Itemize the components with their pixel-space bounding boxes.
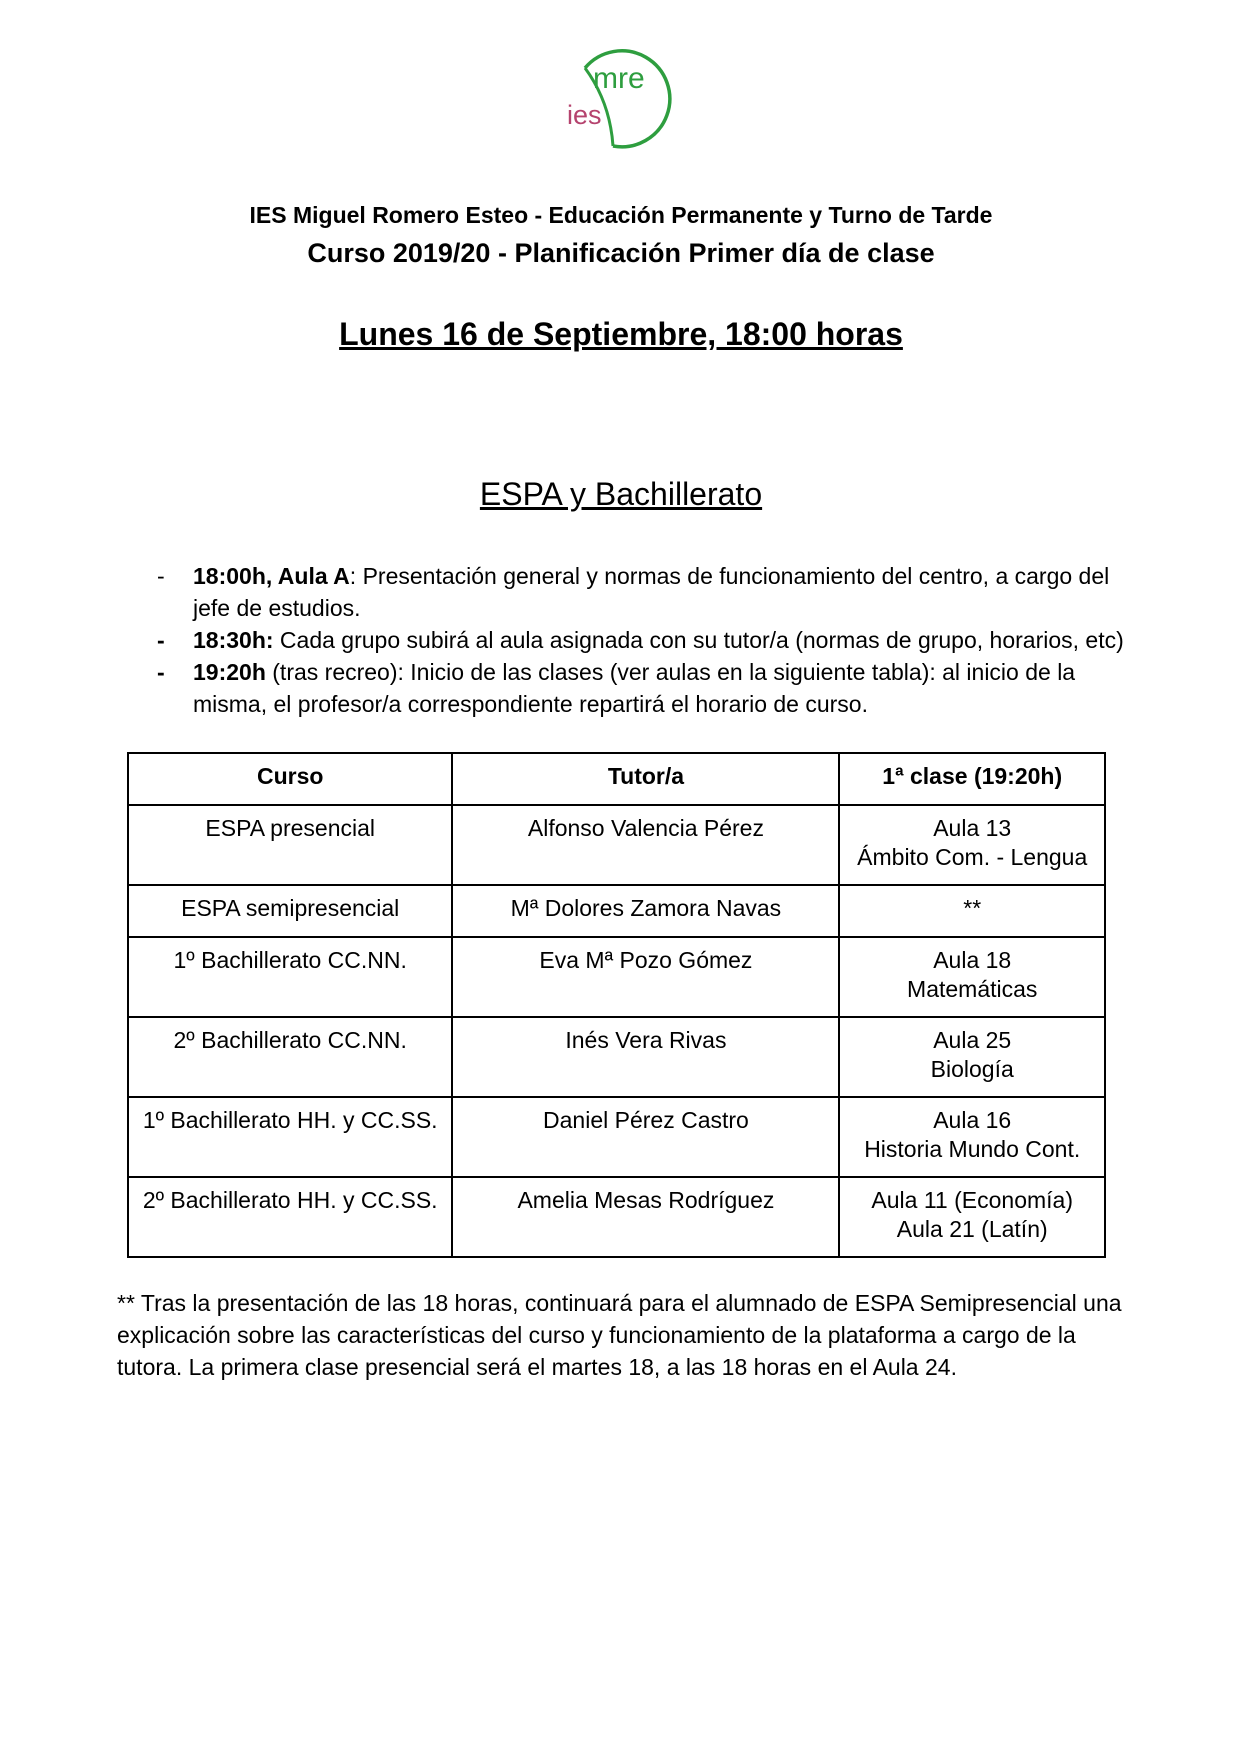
cell-clase-line1: ** [963, 895, 982, 921]
table-row [128, 1017, 1105, 1097]
column-header-curso: Curso [128, 753, 452, 805]
class-table [127, 752, 1106, 1258]
cell-tutor: Mª Dolores Zamora Navas [452, 885, 839, 937]
cell-tutor: Alfonso Valencia Pérez [452, 805, 839, 885]
cell-clase-line1: Aula 11 (Economía) [871, 1187, 1073, 1213]
table-header-row [128, 753, 1105, 805]
cell-clase [839, 885, 1105, 937]
cell-curso: 2º Bachillerato HH. y CC.SS. [128, 1177, 452, 1257]
bullet-text: : Presentación general y normas de funcionamiento del centro, a cargo del jefe de estudios. [193, 563, 1110, 621]
cell-clase-line1: Aula 25 [933, 1027, 1012, 1053]
table-row [128, 1097, 1105, 1177]
cell-curso: 1º Bachillerato CC.NN. [128, 937, 452, 1017]
cell-curso: ESPA presencial [128, 805, 452, 885]
footnote: ** Tras la presentación de las 18 horas, continuará para el alumnado de ESPA Semipresencial una explicación sobre las características del curso y funcionamiento de la plataforma a cargo de la tutora. La primera clase presencial será el martes 18, a las 18 horas en el Aula 24. [117, 1290, 1122, 1380]
table-row [128, 937, 1105, 1017]
cell-clase [839, 1177, 1105, 1257]
cell-curso: 1º Bachillerato HH. y CC.SS. [128, 1097, 452, 1177]
cell-clase-line2: Ámbito Com. - Lengua [857, 844, 1088, 870]
cell-curso: ESPA semipresencial [128, 885, 452, 937]
cell-clase-line1: Aula 18 [933, 947, 1012, 973]
cell-clase-line1: Aula 13 [933, 815, 1012, 841]
cell-clase [839, 1097, 1105, 1177]
bullet-text: Cada grupo subirá al aula asignada con su tutor/a (normas de grupo, horarios, etc) [273, 627, 1124, 653]
bullet-text: (tras recreo): Inicio de las clases (ver aulas en la siguiente tabla): al inicio de la misma, el profesor/a correspondiente repartirá el horario de curso. [193, 659, 1076, 717]
date-heading: Lunes 16 de Septiembre, 18:00 horas [339, 316, 903, 352]
cell-tutor: Amelia Mesas Rodríguez [452, 1177, 839, 1257]
cell-clase-line2: Biología [930, 1056, 1014, 1082]
list-item [157, 560, 1137, 624]
course-heading: Curso 2019/20 - Planificación Primer día de clase [307, 238, 935, 268]
column-header-tutor: Tutor/a [452, 753, 839, 805]
cell-clase-line2: Aula 21 (Latín) [896, 1216, 1048, 1242]
cell-clase-line1: Aula 16 [933, 1107, 1012, 1133]
bullet-time: 18:30h: [193, 627, 274, 653]
cell-clase [839, 937, 1105, 1017]
schedule-list [157, 560, 1137, 720]
section-title: ESPA y Bachillerato [479, 476, 763, 512]
list-item [157, 656, 1137, 720]
bullet-dash: - [157, 563, 165, 589]
table-row [128, 805, 1105, 885]
bullet-time: 18:00h, Aula A [193, 563, 350, 589]
list-item [157, 624, 1137, 656]
cell-clase-line2: Matemáticas [907, 976, 1038, 1002]
cell-clase [839, 805, 1105, 885]
table-row [128, 885, 1105, 937]
cell-tutor: Daniel Pérez Castro [452, 1097, 839, 1177]
cell-tutor: Inés Vera Rivas [452, 1017, 839, 1097]
school-name-heading: IES Miguel Romero Esteo - Educación Permanente y Turno de Tarde [249, 202, 993, 228]
bullet-time: 19:20h [193, 659, 266, 685]
table-row [128, 1177, 1105, 1257]
school-logo [555, 42, 685, 154]
logo-text-ies: ies [567, 100, 602, 130]
logo-text-mre: mre [593, 62, 645, 95]
cell-clase [839, 1017, 1105, 1097]
bullet-dash: - [157, 627, 165, 653]
column-header-clase: 1ª clase (19:20h) [839, 753, 1105, 805]
cell-curso: 2º Bachillerato CC.NN. [128, 1017, 452, 1097]
cell-clase-line2: Historia Mundo Cont. [864, 1136, 1081, 1162]
bullet-dash: - [157, 659, 165, 685]
cell-tutor: Eva Mª Pozo Gómez [452, 937, 839, 1017]
